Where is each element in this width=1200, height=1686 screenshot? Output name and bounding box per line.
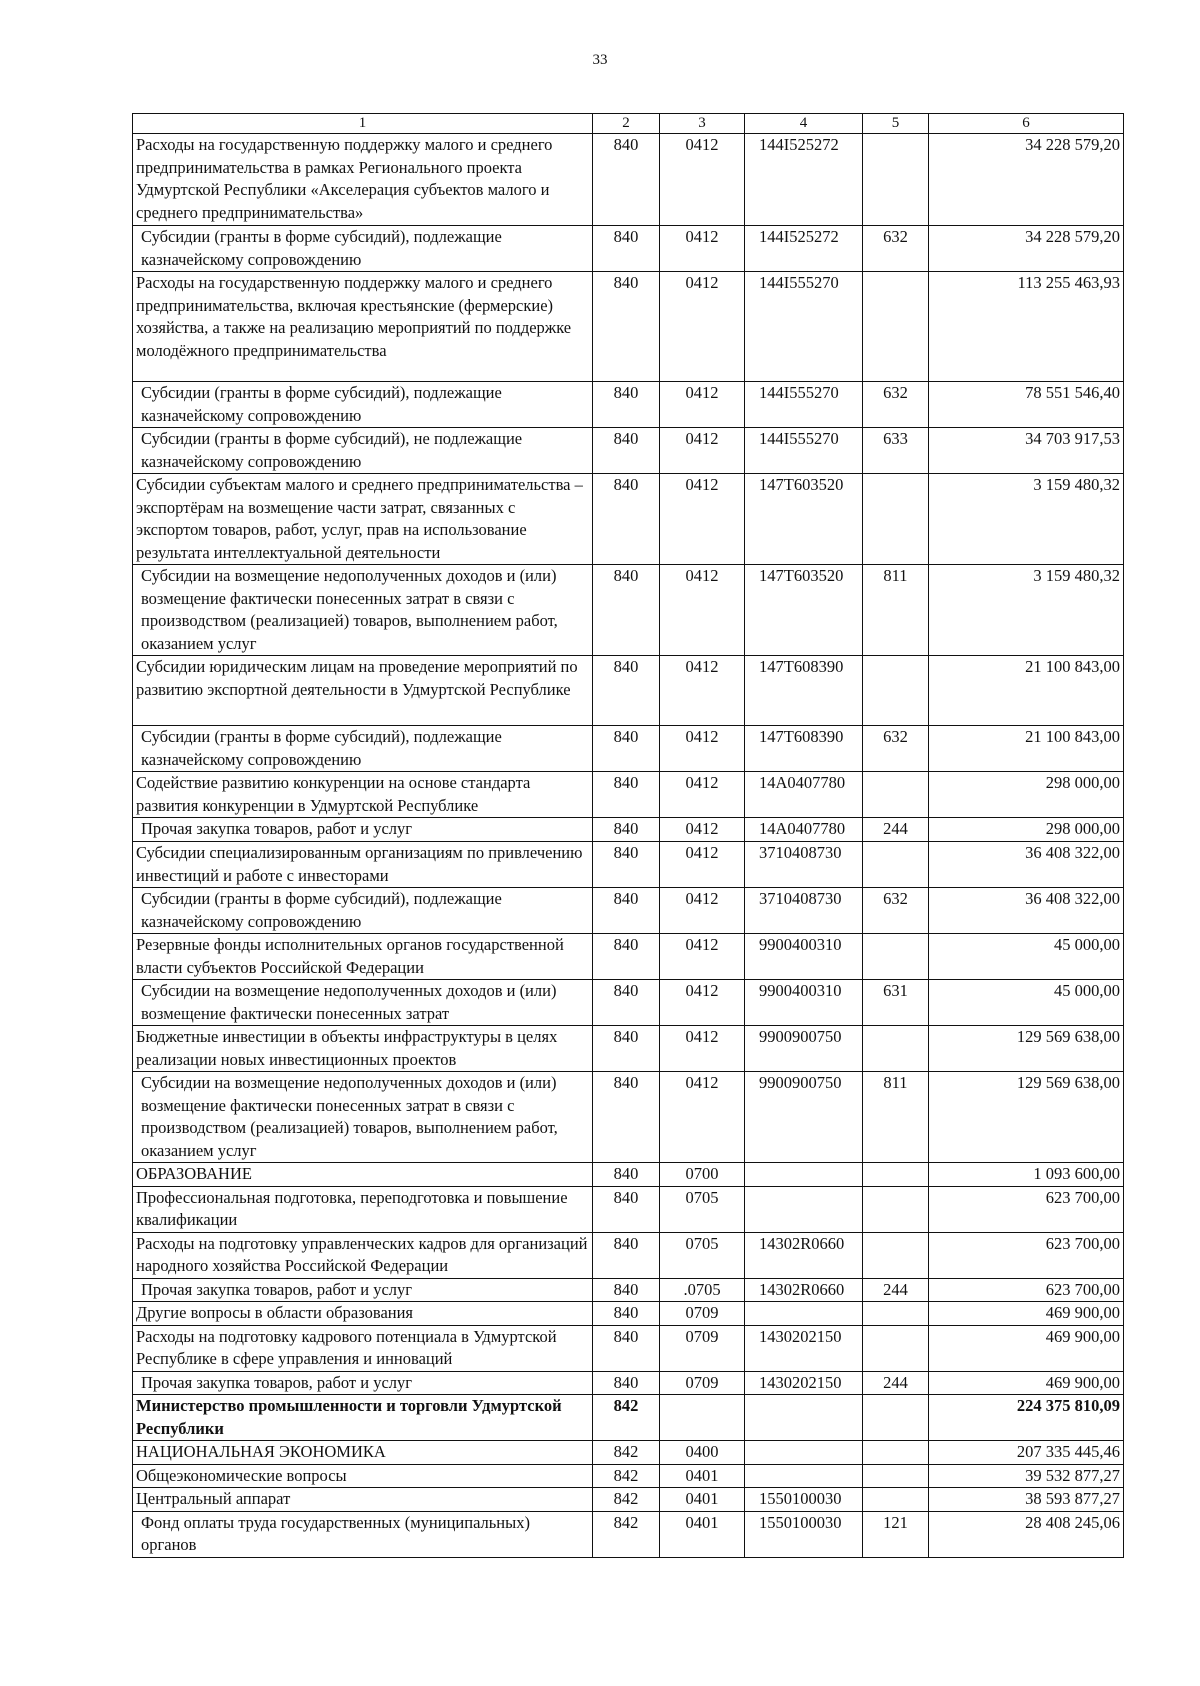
admin-code: 840 xyxy=(593,565,660,656)
table-row xyxy=(133,1441,1124,1465)
header-col-4: 4 xyxy=(745,114,863,134)
row-description: Субсидии на возмещение недополученных доходов и (или) возмещение фактически понесенных затрат в связи с производством (реализацией) товаров, выполнением работ, оказанием услуг xyxy=(133,565,593,656)
target-article-code: 1430202150 xyxy=(745,1325,863,1371)
admin-code: 840 xyxy=(593,818,660,842)
row-description: Расходы на подготовку управленческих кадров для организаций народного хозяйства Российской Федерации xyxy=(133,1232,593,1278)
admin-code: 842 xyxy=(593,1464,660,1488)
row-description: Прочая закупка товаров, работ и услуг xyxy=(133,818,593,842)
section-code: 0412 xyxy=(660,428,745,474)
header-col-1: 1 xyxy=(133,114,593,134)
admin-code: 840 xyxy=(593,934,660,980)
section-code: 0412 xyxy=(660,818,745,842)
expense-type-code: 631 xyxy=(863,980,929,1026)
row-description: Расходы на государственную поддержку малого и среднего предпринимательства в рамках Регионального проекта Удмуртской Республики «Акселерация субъектов малого и среднего предпринимательства» xyxy=(133,134,593,226)
expense-type-code xyxy=(863,1325,929,1371)
target-article-code xyxy=(745,1186,863,1232)
row-description: Прочая закупка товаров, работ и услуг xyxy=(133,1278,593,1302)
section-code: 0412 xyxy=(660,565,745,656)
expense-type-code: 811 xyxy=(863,565,929,656)
section-code: 0412 xyxy=(660,474,745,565)
admin-code: 840 xyxy=(593,1302,660,1326)
table-row xyxy=(133,428,1124,474)
expense-type-code: 632 xyxy=(863,888,929,934)
table-row xyxy=(133,1232,1124,1278)
expense-type-code: 244 xyxy=(863,1278,929,1302)
row-description: Резервные фонды исполнительных органов государственной власти субъектов Российской Федерации xyxy=(133,934,593,980)
target-article-code: 3710408730 xyxy=(745,842,863,888)
expense-type-code: 632 xyxy=(863,382,929,428)
target-article-code xyxy=(745,1302,863,1326)
section-code: 0412 xyxy=(660,842,745,888)
amount: 21 100 843,00 xyxy=(929,656,1124,726)
amount: 45 000,00 xyxy=(929,980,1124,1026)
amount: 113 255 463,93 xyxy=(929,272,1124,382)
section-code: 0705 xyxy=(660,1186,745,1232)
header-row xyxy=(133,114,1124,134)
table-row xyxy=(133,842,1124,888)
amount: 224 375 810,09 xyxy=(929,1395,1124,1441)
section-code: 0401 xyxy=(660,1488,745,1512)
expense-type-code xyxy=(863,474,929,565)
expense-type-code xyxy=(863,1302,929,1326)
amount: 39 532 877,27 xyxy=(929,1464,1124,1488)
target-article-code xyxy=(745,1163,863,1187)
target-article-code: 9900400310 xyxy=(745,934,863,980)
amount: 34 228 579,20 xyxy=(929,134,1124,226)
section-code: 0400 xyxy=(660,1441,745,1465)
expense-type-code xyxy=(863,934,929,980)
amount: 623 700,00 xyxy=(929,1232,1124,1278)
expense-type-code: 633 xyxy=(863,428,929,474)
target-article-code: 14A0407780 xyxy=(745,772,863,818)
expense-type-code: 121 xyxy=(863,1511,929,1557)
expense-type-code: 632 xyxy=(863,226,929,272)
target-article-code: 1430202150 xyxy=(745,1371,863,1395)
expense-type-code xyxy=(863,772,929,818)
header-col-3: 3 xyxy=(660,114,745,134)
section-code: 0709 xyxy=(660,1371,745,1395)
row-description: ОБРАЗОВАНИЕ xyxy=(133,1163,593,1187)
target-article-code xyxy=(745,1441,863,1465)
target-article-code: 147T608390 xyxy=(745,656,863,726)
target-article-code: 9900400310 xyxy=(745,980,863,1026)
table-row xyxy=(133,772,1124,818)
expense-type-code xyxy=(863,1163,929,1187)
expense-type-code xyxy=(863,1488,929,1512)
admin-code: 840 xyxy=(593,842,660,888)
table-row xyxy=(133,1371,1124,1395)
amount: 21 100 843,00 xyxy=(929,726,1124,772)
budget-table-body xyxy=(133,114,1124,1558)
admin-code: 840 xyxy=(593,980,660,1026)
target-article-code: 144I525272 xyxy=(745,226,863,272)
section-code: 0412 xyxy=(660,772,745,818)
header-col-2: 2 xyxy=(593,114,660,134)
target-article-code: 14302R0660 xyxy=(745,1232,863,1278)
target-article-code xyxy=(745,1464,863,1488)
admin-code: 840 xyxy=(593,1325,660,1371)
row-description: Расходы на государственную поддержку малого и среднего предпринимательства, включая крестьянские (фермерские) хозяйства, а также на реализацию мероприятий по поддержке молодёжного предпринимательства xyxy=(133,272,593,382)
amount: 298 000,00 xyxy=(929,772,1124,818)
section-code: 0412 xyxy=(660,1072,745,1163)
amount: 623 700,00 xyxy=(929,1278,1124,1302)
section-code: 0401 xyxy=(660,1511,745,1557)
amount: 1 093 600,00 xyxy=(929,1163,1124,1187)
admin-code: 840 xyxy=(593,726,660,772)
section-code: 0412 xyxy=(660,934,745,980)
admin-code: 840 xyxy=(593,656,660,726)
section-code: .0705 xyxy=(660,1278,745,1302)
table-row xyxy=(133,1488,1124,1512)
row-description: Министерство промышленности и торговли Удмуртской Республики xyxy=(133,1395,593,1441)
target-article-code: 1550100030 xyxy=(745,1511,863,1557)
amount: 3 159 480,32 xyxy=(929,565,1124,656)
section-code: 0709 xyxy=(660,1302,745,1326)
target-article-code: 147T608390 xyxy=(745,726,863,772)
target-article-code: 144I555270 xyxy=(745,272,863,382)
row-description: Другие вопросы в области образования xyxy=(133,1302,593,1326)
target-article-code: 14302R0660 xyxy=(745,1278,863,1302)
amount: 469 900,00 xyxy=(929,1302,1124,1326)
amount: 78 551 546,40 xyxy=(929,382,1124,428)
admin-code: 840 xyxy=(593,382,660,428)
row-description: Фонд оплаты труда государственных (муниципальных) органов xyxy=(133,1511,593,1557)
amount: 28 408 245,06 xyxy=(929,1511,1124,1557)
section-code: 0700 xyxy=(660,1163,745,1187)
section-code: 0412 xyxy=(660,226,745,272)
row-description: Субсидии юридическим лицам на проведение мероприятий по развитию экспортной деятельности в Удмуртской Республике xyxy=(133,656,593,726)
admin-code: 840 xyxy=(593,1278,660,1302)
target-article-code: 9900900750 xyxy=(745,1072,863,1163)
table-row xyxy=(133,565,1124,656)
table-row xyxy=(133,382,1124,428)
section-code: 0412 xyxy=(660,980,745,1026)
row-description: Субсидии специализированным организациям по привлечению инвестиций и работе с инвесторами xyxy=(133,842,593,888)
expense-type-code xyxy=(863,1441,929,1465)
row-description: Субсидии на возмещение недополученных доходов и (или) возмещение фактически понесенных затрат xyxy=(133,980,593,1026)
amount: 623 700,00 xyxy=(929,1186,1124,1232)
admin-code: 840 xyxy=(593,1072,660,1163)
table-row xyxy=(133,934,1124,980)
expense-type-code xyxy=(863,1464,929,1488)
section-code: 0412 xyxy=(660,382,745,428)
target-article-code: 1550100030 xyxy=(745,1488,863,1512)
table-row xyxy=(133,134,1124,226)
amount: 36 408 322,00 xyxy=(929,888,1124,934)
amount: 129 569 638,00 xyxy=(929,1026,1124,1072)
amount: 45 000,00 xyxy=(929,934,1124,980)
section-code: 0412 xyxy=(660,726,745,772)
admin-code: 840 xyxy=(593,1026,660,1072)
amount: 469 900,00 xyxy=(929,1371,1124,1395)
section-code: 0412 xyxy=(660,888,745,934)
section-code xyxy=(660,1395,745,1441)
row-description: Субсидии (гранты в форме субсидий), подлежащие казначейскому сопровождению xyxy=(133,888,593,934)
header-col-6: 6 xyxy=(929,114,1124,134)
expense-type-code xyxy=(863,656,929,726)
amount: 34 703 917,53 xyxy=(929,428,1124,474)
page-number: 33 xyxy=(592,52,608,68)
section-code: 0412 xyxy=(660,272,745,382)
target-article-code: 144I555270 xyxy=(745,428,863,474)
row-description: Прочая закупка товаров, работ и услуг xyxy=(133,1371,593,1395)
table-row xyxy=(133,888,1124,934)
admin-code: 840 xyxy=(593,1371,660,1395)
target-article-code: 144I555270 xyxy=(745,382,863,428)
section-code: 0401 xyxy=(660,1464,745,1488)
amount: 207 335 445,46 xyxy=(929,1441,1124,1465)
section-code: 0412 xyxy=(660,1026,745,1072)
table-row xyxy=(133,656,1124,726)
table-row xyxy=(133,1395,1124,1441)
admin-code: 842 xyxy=(593,1488,660,1512)
amount: 469 900,00 xyxy=(929,1325,1124,1371)
admin-code: 840 xyxy=(593,1186,660,1232)
amount: 34 228 579,20 xyxy=(929,226,1124,272)
table-row xyxy=(133,980,1124,1026)
admin-code: 840 xyxy=(593,134,660,226)
row-description: Субсидии (гранты в форме субсидий), подлежащие казначейскому сопровождению xyxy=(133,382,593,428)
table-row xyxy=(133,1278,1124,1302)
expense-type-code xyxy=(863,272,929,382)
amount: 129 569 638,00 xyxy=(929,1072,1124,1163)
target-article-code: 14A0407780 xyxy=(745,818,863,842)
table-row xyxy=(133,1325,1124,1371)
admin-code: 842 xyxy=(593,1441,660,1465)
amount: 298 000,00 xyxy=(929,818,1124,842)
table-row xyxy=(133,818,1124,842)
expense-type-code: 244 xyxy=(863,818,929,842)
admin-code: 840 xyxy=(593,474,660,565)
admin-code: 840 xyxy=(593,428,660,474)
admin-code: 840 xyxy=(593,226,660,272)
table-row xyxy=(133,726,1124,772)
table-row xyxy=(133,1302,1124,1326)
target-article-code: 144I525272 xyxy=(745,134,863,226)
target-article-code: 3710408730 xyxy=(745,888,863,934)
table-row xyxy=(133,1186,1124,1232)
expense-type-code: 632 xyxy=(863,726,929,772)
admin-code: 840 xyxy=(593,888,660,934)
section-code: 0705 xyxy=(660,1232,745,1278)
expense-type-code xyxy=(863,1186,929,1232)
target-article-code: 9900900750 xyxy=(745,1026,863,1072)
expense-type-code xyxy=(863,1232,929,1278)
table-row xyxy=(133,474,1124,565)
admin-code: 840 xyxy=(593,1163,660,1187)
expense-type-code xyxy=(863,134,929,226)
expense-type-code: 811 xyxy=(863,1072,929,1163)
expense-type-code xyxy=(863,1395,929,1441)
row-description: Субсидии на возмещение недополученных доходов и (или) возмещение фактически понесенных затрат в связи с производством (реализацией) товаров, выполнением работ, оказанием услуг xyxy=(133,1072,593,1163)
row-description: Профессиональная подготовка, переподготовка и повышение квалификации xyxy=(133,1186,593,1232)
row-description: Субсидии (гранты в форме субсидий), не подлежащие казначейскому сопровождению xyxy=(133,428,593,474)
table-row xyxy=(133,1026,1124,1072)
row-description: Субсидии (гранты в форме субсидий), подлежащие казначейскому сопровождению xyxy=(133,726,593,772)
budget-table xyxy=(132,113,1124,1558)
admin-code: 840 xyxy=(593,272,660,382)
amount: 36 408 322,00 xyxy=(929,842,1124,888)
table-row xyxy=(133,1163,1124,1187)
admin-code: 842 xyxy=(593,1511,660,1557)
row-description: Бюджетные инвестиции в объекты инфраструктуры в целях реализации новых инвестиционных проектов xyxy=(133,1026,593,1072)
header-col-5: 5 xyxy=(863,114,929,134)
table-row xyxy=(133,1072,1124,1163)
row-description: Субсидии субъектам малого и среднего предпринимательства – экспортёрам на возмещение части затрат, связанных с экспортом товаров, работ, услуг, прав на использование результата интеллектуальной деятельности xyxy=(133,474,593,565)
target-article-code: 147T603520 xyxy=(745,565,863,656)
section-code: 0412 xyxy=(660,656,745,726)
admin-code: 840 xyxy=(593,1232,660,1278)
table-row xyxy=(133,272,1124,382)
amount: 3 159 480,32 xyxy=(929,474,1124,565)
table-row xyxy=(133,1464,1124,1488)
expense-type-code xyxy=(863,1026,929,1072)
row-description: Расходы на подготовку кадрового потенциала в Удмуртской Республике в сфере управления и инноваций xyxy=(133,1325,593,1371)
row-description: Центральный аппарат xyxy=(133,1488,593,1512)
row-description: Общеэкономические вопросы xyxy=(133,1464,593,1488)
amount: 38 593 877,27 xyxy=(929,1488,1124,1512)
expense-type-code: 244 xyxy=(863,1371,929,1395)
table-row xyxy=(133,1511,1124,1557)
row-description: Субсидии (гранты в форме субсидий), подлежащие казначейскому сопровождению xyxy=(133,226,593,272)
admin-code: 840 xyxy=(593,772,660,818)
table-row xyxy=(133,226,1124,272)
expense-type-code xyxy=(863,842,929,888)
section-code: 0412 xyxy=(660,134,745,226)
row-description: НАЦИОНАЛЬНАЯ ЭКОНОМИКА xyxy=(133,1441,593,1465)
target-article-code: 147T603520 xyxy=(745,474,863,565)
row-description: Содействие развитию конкуренции на основе стандарта развития конкуренции в Удмуртской Республике xyxy=(133,772,593,818)
section-code: 0709 xyxy=(660,1325,745,1371)
admin-code: 842 xyxy=(593,1395,660,1441)
target-article-code xyxy=(745,1395,863,1441)
